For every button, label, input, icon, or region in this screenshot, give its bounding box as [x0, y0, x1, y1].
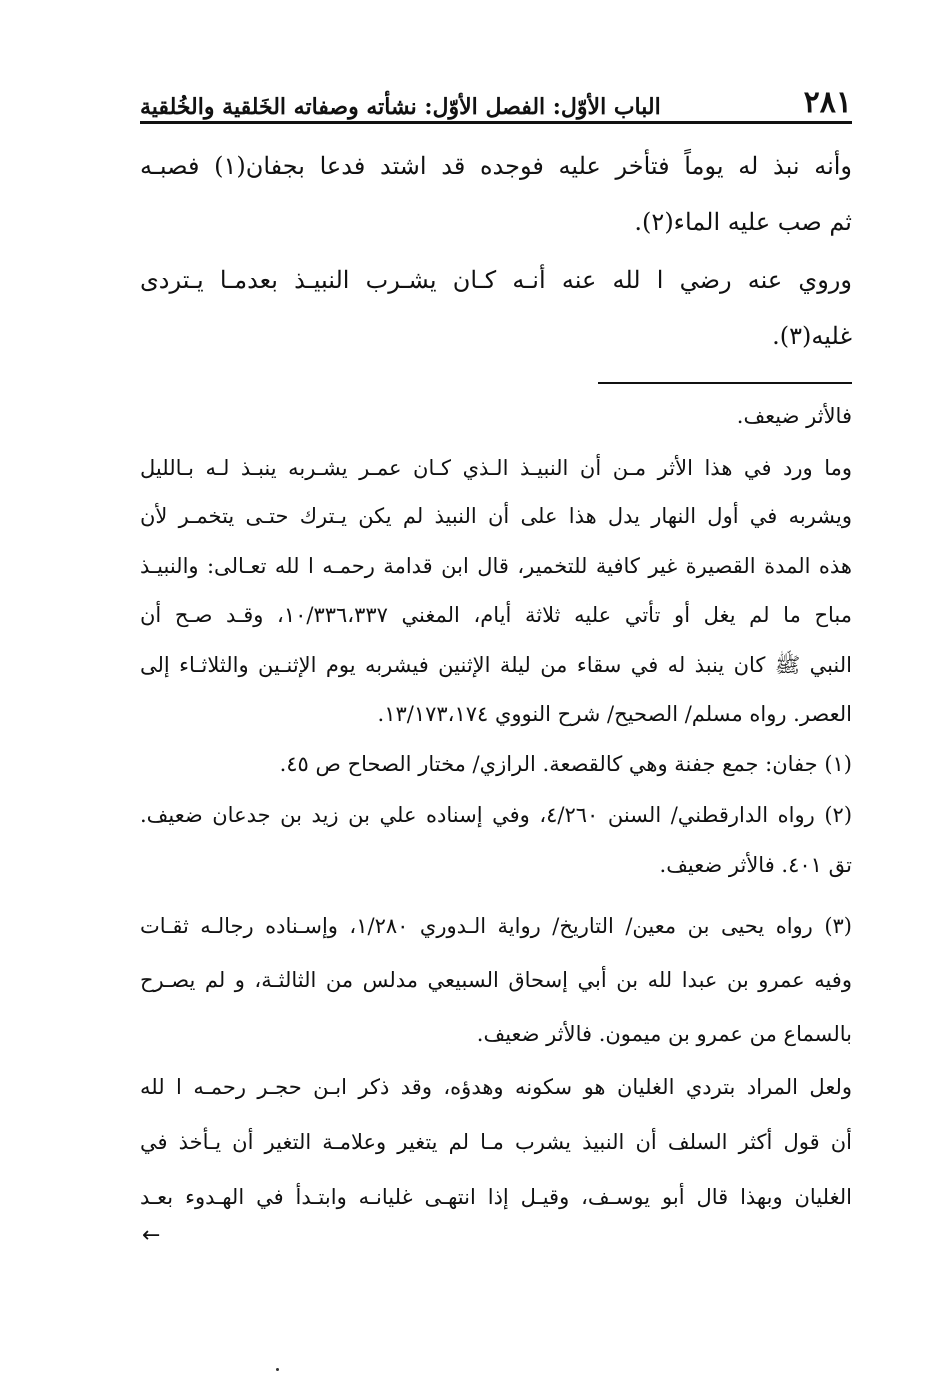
- footnote-continuation-line: وما ورد في هذا الأثر مـن أن النبيـذ الـذي كـان عمـر يشـربه ينبـذ لـه بـالليل: [140, 456, 852, 480]
- continue-arrow-icon: ←: [142, 1223, 161, 1248]
- body-line: ثم صب عليه الماء(٢).: [634, 208, 852, 236]
- header-rule: [140, 121, 852, 124]
- footnote-2-line: تق ٤٠١. فالأثر ضعيف.: [659, 853, 852, 877]
- footnote-continuation-line: ويشربه في أول النهار يدل هذا على أن النبيذ لم يكن يـترك حتـى يتخمـر لأن: [140, 504, 852, 528]
- page-number: ٢٨١: [803, 85, 852, 120]
- footnote-3-line: ولعل المراد بتردي الغليان هو سكونه وهدؤه، وقد ذكر ابـن حجـر رحمـه ا لله: [140, 1075, 852, 1099]
- footnote-1: (١) جفان: جمع جفنة وهي كالقصعة. الرازي/ مختار الصحاح ص ٤٥.: [279, 752, 852, 776]
- footnote-3-line: الغليان وبهذا قال أبو يوسـف، وقيـل إذا انتهـى غليانـه وابتـدأ في الهـدوء بعـد: [140, 1185, 852, 1209]
- footnote-2: (٢) رواه الدارقطني/ السنن ٤/٢٦٠، وفي إسناده علي بن زيد بن جدعان ضعيف.: [140, 803, 853, 827]
- footnote-separator: [598, 382, 852, 384]
- body-line: غليه(٣).: [772, 322, 852, 350]
- body-line: وأنه نبذ له يوماً فتأخر عليه فوجده قد اشتد فدعا بجفان(١) فصبـه: [140, 152, 853, 180]
- footnote-3-line: بالسماع من عمرو بن ميمون. فالأثر ضعيف.: [476, 1022, 852, 1046]
- running-header: [140, 78, 852, 118]
- body-line: وروي عنه رضي ا لله عنه أنـه كـان يشـرب النبيـذ بعدمـا يـتردى: [140, 266, 852, 294]
- footnote-3-line: أن قول أكثر السلف أن النبيذ يشرب مـا لم يتغير وعلامـة التغير أن يـأخذ في: [140, 1130, 852, 1154]
- footnote-3-line: وفيه عمرو بن عبدا لله بن أبي إسحاق السبيعي مدلس من الثالثـة، و لم يصـرح: [140, 968, 852, 992]
- footnote-continuation-line: النبي ﷺ كان ينبذ له في سقاء من ليلة الإثنين فيشربه يوم الإثنـين والثلاثـاء إلى: [140, 653, 852, 677]
- running-title: الباب الأوّل: الفصل الأوّل: نشأته وصفاته الخَلقية والخُلقية: [140, 94, 661, 120]
- footnote-continuation-line: هذه المدة القصيرة غير كافية للتخمير، قال ابن قدامة رحمـه ا لله تعـالى: والنبيـذ: [140, 554, 852, 578]
- scan-speck: [276, 1368, 279, 1371]
- footnote-continuation-line: فالأثر ضيعف.: [736, 404, 852, 428]
- footnote-continuation-line: مباح ما لم يغل أو تأتي عليه ثلاثة أيام، المغني ١٠/٣٣٦،٣٣٧، وقـد صـح أن: [140, 603, 852, 627]
- footnote-continuation-line: العصر. رواه مسلم/ الصحيح/ شرح النووي ١٣/١٧٣،١٧٤.: [377, 702, 852, 726]
- footnote-3: (٣) رواه يحيى بن معين/ التاريخ/ رواية الـدوري ١/٢٨٠، وإسـناده رجالـه ثقـات: [140, 914, 852, 938]
